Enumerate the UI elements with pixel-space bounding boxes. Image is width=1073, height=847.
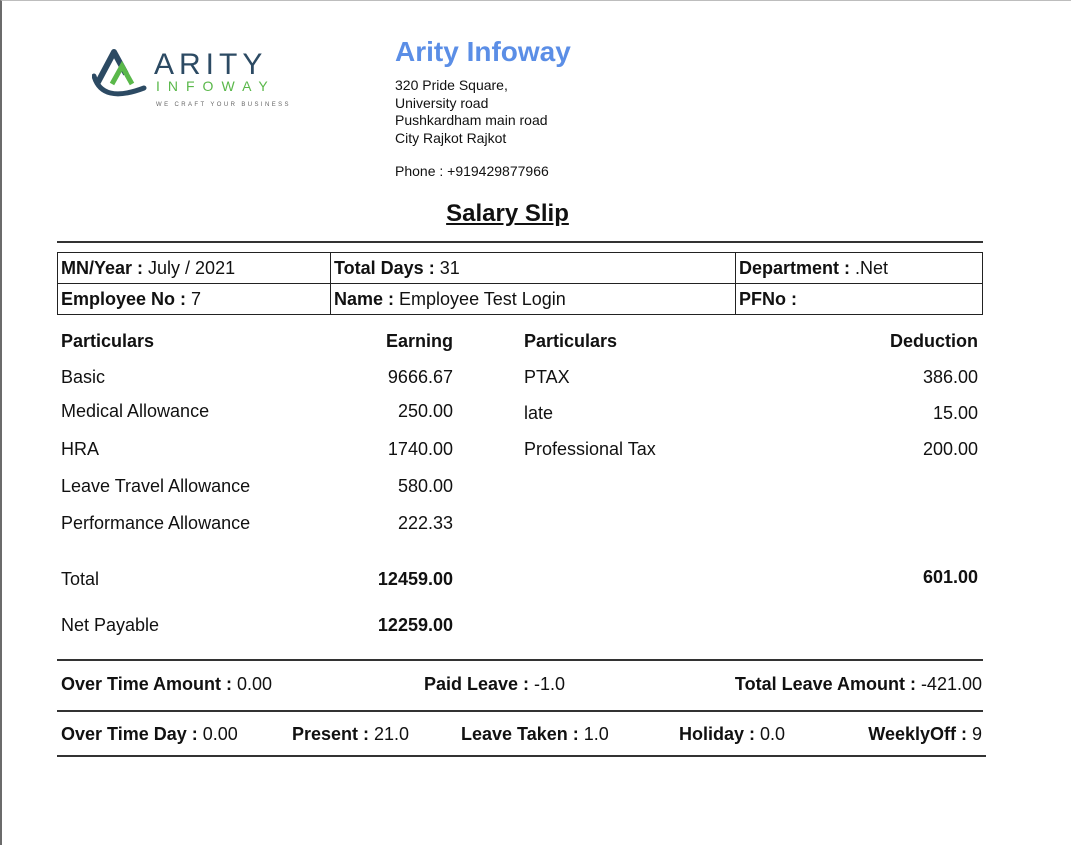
address-line: City Rajkot Rajkot: [395, 129, 507, 146]
present-label: Present :: [292, 724, 370, 744]
overtime-day-value: 0.00: [197, 724, 238, 744]
company-phone: Phone : +919429877966: [395, 163, 549, 179]
logo-word: ARITY: [154, 48, 268, 81]
weekly-off-label: WeeklyOff :: [868, 724, 967, 744]
earning-amount: 9666.67: [387, 367, 453, 387]
paid-leave: [424, 674, 565, 695]
employee-no-value: 7: [186, 288, 202, 309]
earning-name: Basic: [61, 367, 106, 387]
header-particulars-earnings: Particulars: [61, 331, 155, 351]
deduction-name: Professional Tax: [524, 439, 656, 459]
employee-no-label: Employee No :: [61, 288, 187, 309]
header-particulars-deductions: Particulars: [524, 331, 618, 351]
overtime-amount: [61, 674, 272, 695]
paid-leave-value: -1.0: [529, 674, 566, 694]
earning-name: HRA: [61, 439, 100, 459]
divider: [57, 241, 983, 243]
net-payable-value: 12259.00: [377, 615, 453, 635]
logo-sub: INFOWAY: [156, 78, 276, 94]
total-days-cell: [331, 253, 736, 284]
department-cell: [736, 253, 983, 284]
earning-amount: 580.00: [397, 476, 453, 496]
paid-leave-label: Paid Leave :: [424, 674, 530, 694]
address-line: University road: [395, 94, 489, 111]
employee-info-table: [57, 252, 983, 315]
total-leave-amount: [735, 674, 982, 695]
name-cell: [331, 284, 736, 315]
department-label: Department :: [739, 257, 851, 278]
earning-name: Leave Travel Allowance: [61, 476, 251, 496]
overtime-amount-label: Over Time Amount :: [61, 674, 233, 694]
mn-year-value: July / 2021: [143, 257, 236, 278]
deduction-name: late: [524, 403, 554, 423]
mn-year-cell: [58, 253, 331, 284]
total-label: Total: [61, 569, 100, 589]
holiday: [679, 724, 785, 745]
total-deduction: 601.00: [922, 567, 978, 587]
divider: [57, 659, 983, 661]
earning-amount: 1740.00: [387, 439, 453, 459]
divider: [57, 755, 986, 757]
total-leave-amount-label: Total Leave Amount :: [734, 674, 916, 694]
total-earning: 12459.00: [377, 569, 453, 589]
earning-name: Medical Allowance: [61, 401, 210, 421]
department-value: .Net: [850, 257, 889, 278]
mn-year-label: MN/Year :: [61, 257, 144, 278]
total-days-value: 31: [434, 257, 460, 278]
earning-amount: 222.33: [397, 513, 453, 533]
overtime-amount-value: 0.00: [232, 674, 273, 694]
slip-title: Salary Slip: [446, 200, 569, 227]
deduction-amount: 386.00: [922, 367, 978, 387]
company-logo: [92, 44, 312, 114]
deduction-name: PTAX: [524, 367, 570, 387]
present-value: 21.0: [369, 724, 410, 744]
name-value: Employee Test Login: [394, 288, 566, 309]
pfno-cell: [736, 284, 983, 315]
pfno-label: PFNo :: [739, 288, 797, 309]
overtime-day-label: Over Time Day :: [61, 724, 198, 744]
leave-taken-label: Leave Taken :: [461, 724, 579, 744]
employee-no-cell: [58, 284, 331, 315]
total-leave-amount-value: -421.00: [915, 674, 982, 694]
holiday-value: 0.0: [755, 724, 786, 744]
leave-taken-value: 1.0: [578, 724, 609, 744]
address-line: Pushkardham main road: [395, 112, 548, 128]
total-days-label: Total Days :: [334, 257, 435, 278]
holiday-label: Holiday :: [679, 724, 756, 744]
present: [292, 724, 409, 745]
net-payable-label: Net Payable: [61, 615, 160, 635]
weekly-off: [868, 724, 982, 745]
address-line: 320 Pride Square,: [395, 77, 508, 93]
earning-amount: 250.00: [397, 401, 453, 421]
logo-tagline: WE CRAFT YOUR BUSINESS: [156, 102, 291, 108]
header-earning: Earning: [385, 331, 453, 351]
company-address: [395, 77, 548, 147]
header-deduction: Deduction: [890, 331, 978, 351]
earning-name: Performance Allowance: [61, 513, 251, 533]
overtime-day: [61, 724, 238, 745]
weekly-off-value: 9: [966, 724, 982, 744]
deduction-amount: 15.00: [932, 403, 978, 423]
deduction-amount: 200.00: [922, 439, 978, 459]
leave-taken: [461, 724, 609, 745]
name-label: Name :: [334, 288, 395, 309]
divider: [57, 710, 983, 712]
company-name: Arity Infoway: [395, 36, 571, 67]
